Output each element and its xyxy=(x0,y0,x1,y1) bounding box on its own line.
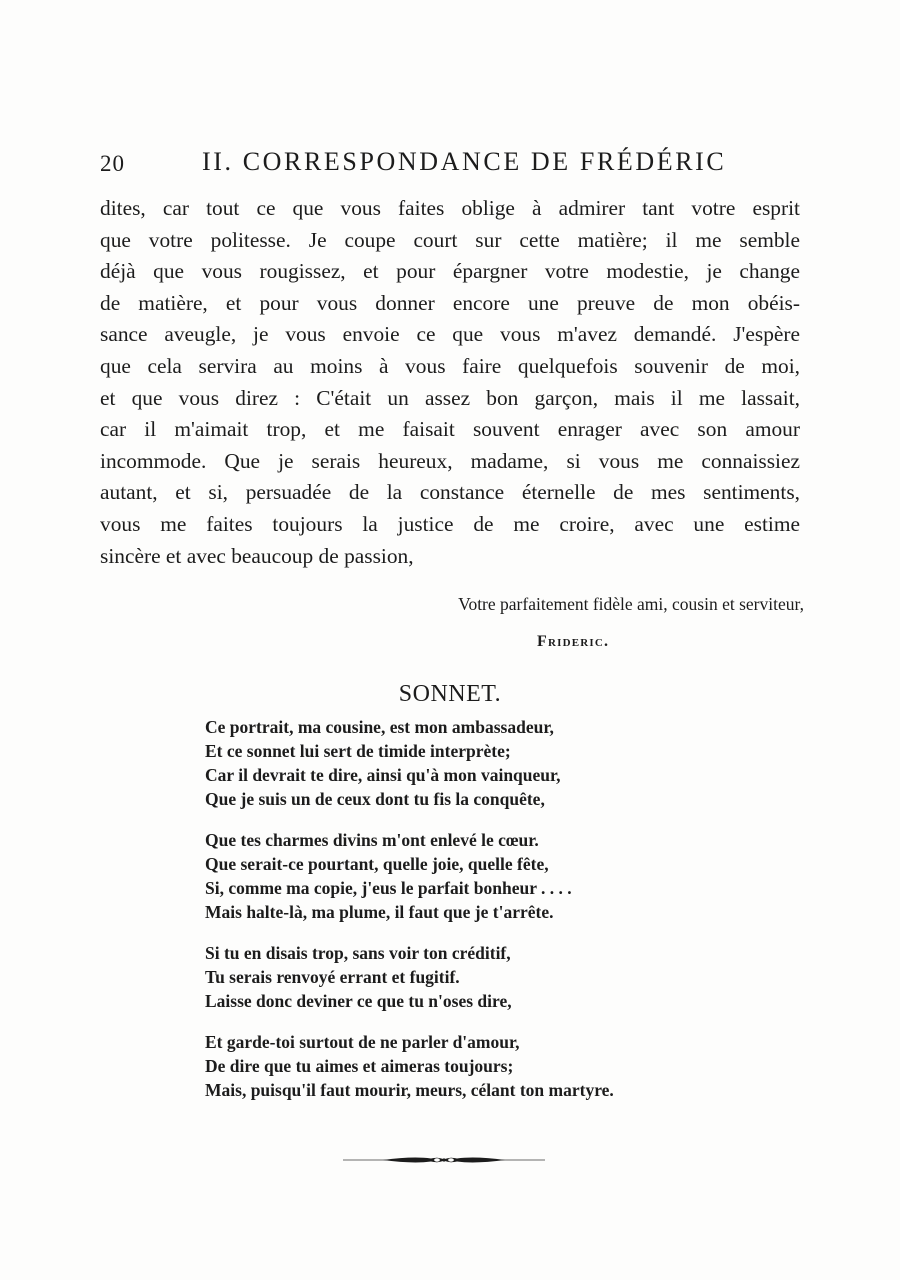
running-title: II. CORRESPONDANCE DE FRÉDÉRIC xyxy=(202,147,727,176)
verse-line: Laisse donc deviner ce que tu n'oses dire, xyxy=(205,991,512,1011)
page-number: 20 xyxy=(100,151,125,176)
verse-line: Que tes charmes divins m'ont enlevé le cœur. xyxy=(205,830,539,850)
body-line: car il m'aimait trop, et me faisait souvent enrager avec son amour xyxy=(100,417,800,442)
letter-body xyxy=(100,193,800,572)
verse-line: Si tu en disais trop, sans voir ton créditif, xyxy=(205,943,511,963)
body-line: déjà que vous rougissez, et pour épargner votre modestie, je change xyxy=(100,259,800,284)
sonnet-stanza xyxy=(205,941,614,1013)
tailpiece-ornament-icon xyxy=(343,1150,545,1170)
sonnet-stanza xyxy=(205,1030,614,1102)
verse-line: Que serait-ce pourtant, quelle joie, quelle fête, xyxy=(205,854,549,874)
verse-line: Et ce sonnet lui sert de timide interprète; xyxy=(205,741,511,761)
body-line: incommode. Que je serais heureux, madame, si vous me connaissiez xyxy=(100,448,800,473)
verse-line: De dire que tu aimes et aimeras toujours; xyxy=(205,1056,514,1076)
verse-line: Tu serais renvoyé errant et fugitif. xyxy=(205,967,460,987)
sonnet-poem xyxy=(205,715,614,1119)
body-line: sance aveugle, je vous envoie ce que vous m'avez demandé. J'espère xyxy=(100,322,800,347)
verse-line: Car il devrait te dire, ainsi qu'à mon vainqueur, xyxy=(205,765,561,785)
verse-line: Ce portrait, ma cousine, est mon ambassadeur, xyxy=(205,717,554,737)
body-line: sincère et avec beaucoup de passion, xyxy=(100,543,414,568)
body-line: que votre politesse. Je coupe court sur cette matière; il me semble xyxy=(100,227,800,252)
letter-closing: Votre parfaitement fidèle ami, cousin et serviteur, xyxy=(458,594,804,614)
verse-line: Si, comme ma copie, j'eus le parfait bonheur . . . . xyxy=(205,878,572,898)
body-line: de matière, et pour vous donner encore une preuve de mon obéis- xyxy=(100,290,800,315)
verse-line: Mais, puisqu'il faut mourir, meurs, célant ton martyre. xyxy=(205,1080,614,1100)
body-line: que cela servira au moins à vous faire quelquefois souvenir de moi, xyxy=(100,353,800,378)
page-header xyxy=(100,147,800,181)
body-line: vous me faites toujours la justice de me croire, avec une estime xyxy=(100,511,800,536)
sonnet-stanza xyxy=(205,828,614,924)
body-line: autant, et si, persuadée de la constance éternelle de mes sentiments, xyxy=(100,480,800,505)
sonnet-title: SONNET. xyxy=(398,681,502,707)
sonnet-stanza xyxy=(205,715,614,811)
verse-line: Que je suis un de ceux dont tu fis la conquête, xyxy=(205,789,545,809)
verse-line: Et garde-toi surtout de ne parler d'amour, xyxy=(205,1032,520,1052)
body-line: et que vous direz : C'était un assez bon garçon, mais il me lassait, xyxy=(100,385,800,410)
body-line: dites, car tout ce que vous faites oblige à admirer tant votre esprit xyxy=(100,196,800,220)
verse-line: Mais halte-là, ma plume, il faut que je t'arrête. xyxy=(205,902,554,922)
letter-signature: Frideric. xyxy=(537,633,610,650)
